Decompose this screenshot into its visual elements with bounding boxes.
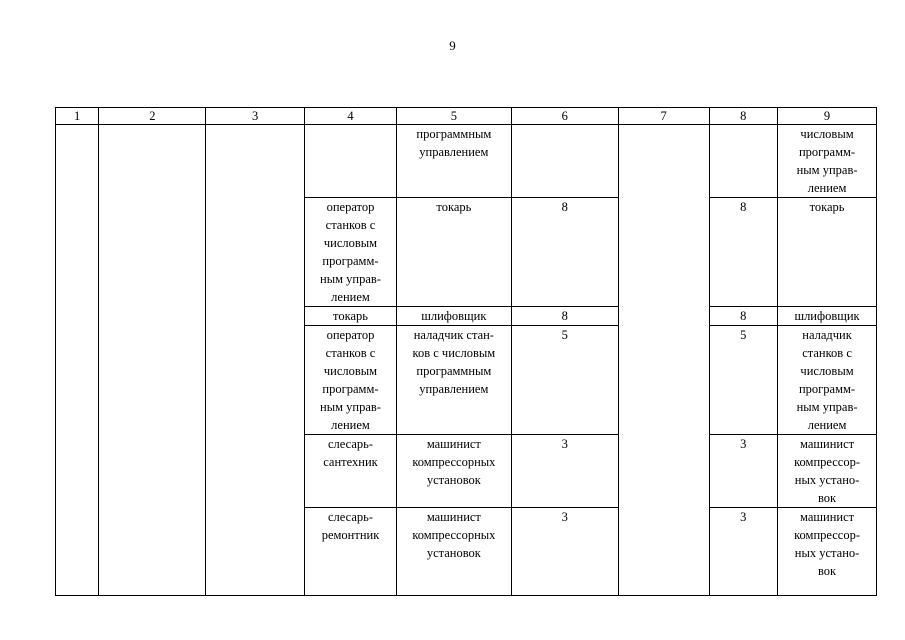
cell-col6-value: 8 bbox=[511, 198, 618, 307]
cell-new-profession: программным управлением bbox=[396, 125, 511, 198]
cell-col3-empty bbox=[206, 125, 305, 596]
cell-current-profession: токарь bbox=[305, 307, 397, 326]
column-header-9: 9 bbox=[778, 108, 877, 125]
cell-col7-empty bbox=[618, 125, 709, 596]
column-header-7: 7 bbox=[618, 108, 709, 125]
page-number: 9 bbox=[449, 38, 456, 53]
cell-col6-value: 3 bbox=[511, 435, 618, 508]
cell-col8-value: 8 bbox=[709, 307, 778, 326]
table-header-row bbox=[56, 108, 877, 125]
cell-current-profession: слесарь- сантехник bbox=[305, 435, 397, 508]
cell-col8-value: 5 bbox=[709, 326, 778, 435]
cell-col8-value: 3 bbox=[709, 508, 778, 596]
cell-col8-value: 3 bbox=[709, 435, 778, 508]
cell-col9-profession: числовым программ- ным управ- лением bbox=[778, 125, 877, 198]
cell-col8-value: 8 bbox=[709, 198, 778, 307]
cell-col9-profession: токарь bbox=[778, 198, 877, 307]
cell-col6-value: 3 bbox=[511, 508, 618, 596]
cell-new-profession: машинист компрессорных установок bbox=[396, 435, 511, 508]
column-header-8: 8 bbox=[709, 108, 778, 125]
column-header-2: 2 bbox=[99, 108, 206, 125]
column-header-5: 5 bbox=[396, 108, 511, 125]
cell-new-profession: машинист компрессорных установок bbox=[396, 508, 511, 596]
column-header-6: 6 bbox=[511, 108, 618, 125]
cell-current-profession: оператор станков с числовым программ- ным управ- лением bbox=[305, 326, 397, 435]
cell-col9-profession: машинист компрессор- ных устано- вок bbox=[778, 508, 877, 596]
cell-current-profession: оператор станков с числовым программ- ным управ- лением bbox=[305, 198, 397, 307]
cell-col9-profession: шлифовщик bbox=[778, 307, 877, 326]
cell-col2-empty bbox=[99, 125, 206, 596]
cell-col8-value bbox=[709, 125, 778, 198]
cell-current-profession bbox=[305, 125, 397, 198]
column-header-1: 1 bbox=[56, 108, 99, 125]
cell-current-profession: слесарь- ремонтник bbox=[305, 508, 397, 596]
cell-col1-empty bbox=[56, 125, 99, 596]
column-header-3: 3 bbox=[206, 108, 305, 125]
column-header-4: 4 bbox=[305, 108, 397, 125]
cell-col6-value bbox=[511, 125, 618, 198]
cell-new-profession: токарь bbox=[396, 198, 511, 307]
cell-col6-value: 8 bbox=[511, 307, 618, 326]
professions-table bbox=[55, 107, 877, 596]
cell-new-profession: наладчик стан- ков с числовым программным управлением bbox=[396, 326, 511, 435]
cell-col9-profession: наладчик станков с числовым программ- ным управ- лением bbox=[778, 326, 877, 435]
cell-col6-value: 5 bbox=[511, 326, 618, 435]
cell-new-profession: шлифовщик bbox=[396, 307, 511, 326]
cell-col9-profession: машинист компрессор- ных устано- вок bbox=[778, 435, 877, 508]
table-row bbox=[56, 125, 877, 198]
